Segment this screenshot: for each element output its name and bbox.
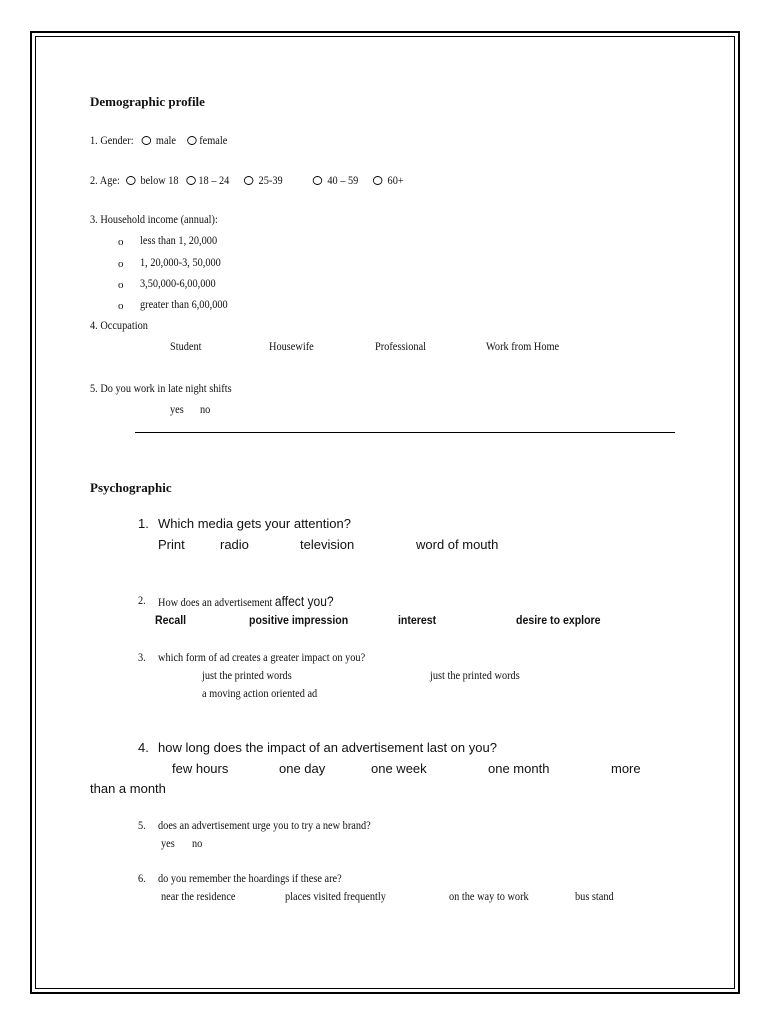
ad-effect-interest[interactable]: interest xyxy=(398,613,437,627)
income-option-4[interactable]: greater than 6,00,000 xyxy=(140,297,228,311)
night-shift-no[interactable]: no xyxy=(200,402,211,416)
psy-q2-question-part1: How does an advertisement xyxy=(158,595,275,609)
psy-q2-question xyxy=(158,593,334,610)
ad-form-printed-words-1[interactable]: just the printed words xyxy=(202,668,292,682)
psy-q1-question: Which media gets your attention? xyxy=(158,516,351,531)
ad-form-printed-words-2[interactable]: just the printed words xyxy=(430,668,520,682)
psy-q3-question: which form of ad creates a greater impact on you? xyxy=(158,650,366,664)
gender-label: 1. Gender: xyxy=(90,133,134,147)
ad-form-moving-action[interactable]: a moving action oriented ad xyxy=(202,686,318,700)
media-print[interactable]: Print xyxy=(158,537,185,552)
age-18-24-label: 18 – 24 xyxy=(198,173,230,187)
psy-q5-question: does an advertisement urge you to try a new brand? xyxy=(158,818,371,832)
income-option-1[interactable]: less than 1, 20,000 xyxy=(140,233,218,247)
age-40-59-radio[interactable] xyxy=(313,176,322,185)
bullet-icon: o xyxy=(118,279,124,291)
psy-q5-number: 5. xyxy=(138,818,146,832)
section-divider xyxy=(135,432,675,433)
psy-q1-number: 1. xyxy=(138,516,149,531)
age-25-39-label: 25-39 xyxy=(258,173,283,187)
age-18-24-radio[interactable] xyxy=(186,176,195,185)
bullet-icon: o xyxy=(118,300,124,312)
gender-female-radio[interactable] xyxy=(187,136,196,145)
new-brand-yes[interactable]: yes xyxy=(161,836,175,850)
occupation-student[interactable]: Student xyxy=(170,339,202,353)
income-question-label: 3. Household income (annual): xyxy=(90,212,218,226)
occupation-professional[interactable]: Professional xyxy=(375,339,427,353)
psy-q6-question: do you remember the hoardings if these are? xyxy=(158,871,342,885)
media-word-of-mouth[interactable]: word of mouth xyxy=(416,537,499,552)
gender-female-label: female xyxy=(199,133,228,147)
impact-more-than-a-month[interactable]: more xyxy=(611,761,641,776)
impact-one-month[interactable]: one month xyxy=(488,761,550,776)
demographic-heading: Demographic profile xyxy=(90,94,205,109)
impact-one-week[interactable]: one week xyxy=(371,761,427,776)
age-label: 2. Age: xyxy=(90,173,120,187)
media-radio[interactable]: radio xyxy=(220,537,249,552)
impact-more-than-a-month-wrap: than a month xyxy=(90,781,166,796)
ad-effect-positive-impression[interactable]: positive impression xyxy=(249,613,349,627)
psy-q2-number: 2. xyxy=(138,593,146,607)
bullet-icon: o xyxy=(118,236,124,248)
media-television[interactable]: television xyxy=(300,537,355,552)
bullet-icon: o xyxy=(118,258,124,270)
gender-male-radio[interactable] xyxy=(141,136,150,145)
psy-q3-number: 3. xyxy=(138,650,146,664)
age-60-plus-label: 60+ xyxy=(387,173,404,187)
psy-q6-number: 6. xyxy=(138,871,146,885)
income-option-3[interactable]: 3,50,000-6,00,000 xyxy=(140,276,216,290)
age-below-18-radio[interactable] xyxy=(126,176,135,185)
occupation-work-from-home[interactable]: Work from Home xyxy=(486,339,560,353)
gender-question xyxy=(90,133,227,148)
psy-q4-number: 4. xyxy=(138,740,149,755)
impact-few-hours[interactable]: few hours xyxy=(172,761,229,776)
hoarding-places-visited[interactable]: places visited frequently xyxy=(285,889,386,903)
new-brand-no[interactable]: no xyxy=(192,836,203,850)
income-option-2[interactable]: 1, 20,000-3, 50,000 xyxy=(140,255,221,269)
age-40-59-label: 40 – 59 xyxy=(327,173,359,187)
psy-q4-question: how long does the impact of an advertisement last on you? xyxy=(158,740,497,755)
occupation-question-label: 4. Occupation xyxy=(90,318,148,332)
psy-q2-question-part2: affect you? xyxy=(274,593,334,609)
age-question xyxy=(90,173,404,188)
occupation-housewife[interactable]: Housewife xyxy=(269,339,314,353)
ad-effect-desire-to-explore[interactable]: desire to explore xyxy=(516,613,601,627)
psychographic-heading: Psychographic xyxy=(90,480,172,495)
age-25-39-radio[interactable] xyxy=(244,176,253,185)
hoarding-bus-stand[interactable]: bus stand xyxy=(575,889,614,903)
night-shift-question-label: 5. Do you work in late night shifts xyxy=(90,381,232,395)
age-60-plus-radio[interactable] xyxy=(373,176,382,185)
hoarding-near-residence[interactable]: near the residence xyxy=(161,889,236,903)
impact-one-day[interactable]: one day xyxy=(279,761,326,776)
age-below-18-label: below 18 xyxy=(140,173,179,187)
hoarding-way-to-work[interactable]: on the way to work xyxy=(449,889,529,903)
night-shift-yes[interactable]: yes xyxy=(170,402,184,416)
gender-male-label: male xyxy=(155,133,176,147)
ad-effect-recall[interactable]: Recall xyxy=(155,613,187,627)
